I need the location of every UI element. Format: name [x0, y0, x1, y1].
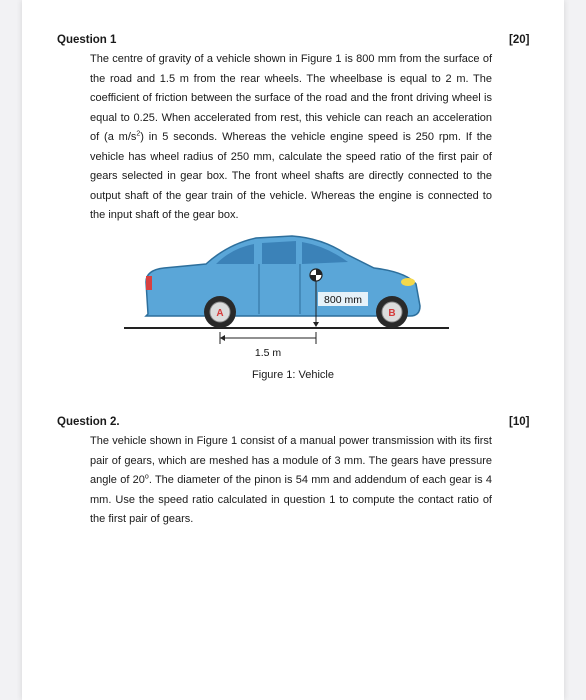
cg-height-arrow — [313, 322, 319, 327]
cg-height-label: 800 mm — [324, 294, 362, 306]
rear-distance-arrow — [220, 335, 225, 341]
question-2-superscript: o — [144, 473, 149, 481]
question-2-body — [90, 432, 492, 530]
question-1-title: Question 1 — [57, 34, 117, 46]
question-1-text-part1: The centre of gravity of a vehicle shown in Figure 1 is 800 mm from the surface of the road and 1.5 m from the rear wheels. The wheelbase is equal to 2 m. The coefficient of friction between the surface of the road and the front driving wheel is equal to 0.25. When accelerated from rest, this vehicle can reach an acceleration of (a m/s — [90, 53, 492, 143]
front-wheel-label: B — [388, 308, 396, 319]
question-1-body — [90, 50, 492, 226]
rear-wheel-label: A — [216, 308, 224, 319]
center-of-gravity-icon — [310, 269, 322, 281]
document-page — [22, 0, 564, 700]
question-1-superscript: 2 — [136, 130, 141, 138]
question-1-text-part2: ) in 5 seconds. Whereas the vehicle engine speed is 250 rpm. If the vehicle has wheel radius of 250 mm, calculate the speed ratio of the first pair of gears selected in gear box. The front wheel shafts are directly connected to the output shaft of the gear train of the vehicle. Whereas the engine is connected to the input shaft of the gear box. — [90, 131, 492, 221]
middle-window — [262, 241, 296, 264]
question-1-marks: [20] — [509, 34, 530, 46]
figure-caption: Figure 1: Vehicle — [252, 369, 334, 381]
vehicle-figure — [124, 232, 454, 360]
question-2-text-part1: The vehicle shown in Figure 1 consist of a manual power transmission with its first pair of gears, which are meshed has a module of 3 mm. The gears have pressure angle of 20 — [90, 435, 492, 486]
tail-light — [146, 276, 152, 290]
rear-distance-label: 1.5 m — [254, 347, 282, 359]
head-light — [401, 278, 415, 286]
question-2-text-part2: . The diameter of the pinon is 54 mm and addendum of each gear is 4 mm. Use the speed ratio calculated in question 1 to compute the contact ratio of the first pair of gears. — [90, 474, 493, 525]
question-2-title: Question 2. — [57, 416, 120, 428]
question-2-marks: [10] — [509, 416, 530, 428]
